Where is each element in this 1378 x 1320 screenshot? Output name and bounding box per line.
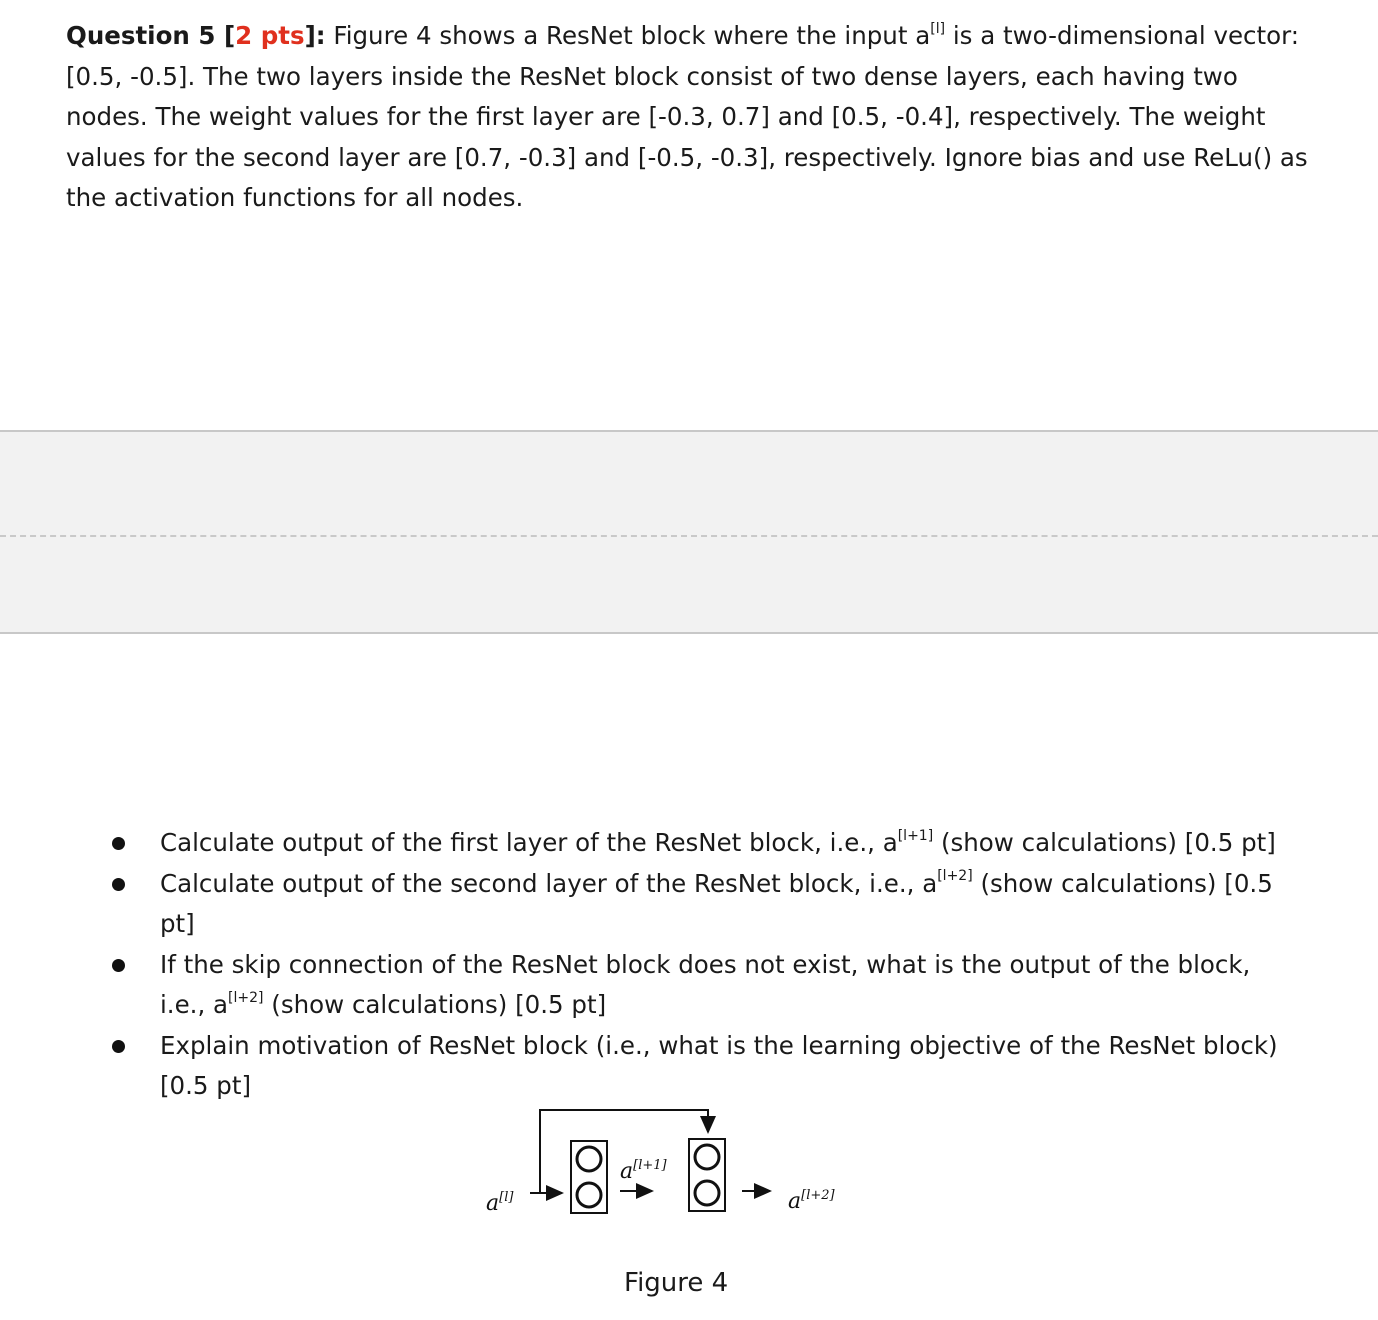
task-item: Explain motivation of ResNet block (i.e., what is the learning objective of the ResNet block) [0.5 pt] [0, 1026, 1300, 1107]
task-item: If the skip connection of the ResNet block does not exist, what is the output of the block, i.e., a[l+2] (show calculations) [0.5 pt] [0, 945, 1300, 1026]
bullet-icon [112, 959, 125, 972]
question-label: Question 5 [2 pts]: [66, 21, 326, 50]
output-label: a[l+2] [788, 1188, 835, 1214]
bullet-icon [112, 1040, 125, 1053]
layer2-node-2 [695, 1181, 719, 1205]
input-label: a[l] [486, 1190, 514, 1216]
bullet-icon [112, 837, 125, 850]
bullet-icon [112, 878, 125, 891]
resnet-block-diagram [470, 1100, 870, 1230]
points-badge: 2 pts [235, 21, 305, 50]
layer1-node-2 [577, 1183, 601, 1207]
layer1-node-1 [577, 1147, 601, 1171]
answer-divider [0, 535, 1378, 537]
answer-area[interactable] [0, 430, 1378, 634]
layer1-box [571, 1141, 607, 1213]
mid-label: a[l+1] [620, 1158, 667, 1184]
task-item: Calculate output of the second layer of the ResNet block, i.e., a[l+2] (show calculations) [0.5 pt] [0, 864, 1300, 945]
layer2-node-1 [695, 1145, 719, 1169]
figure-caption: Figure 4 [624, 1268, 729, 1298]
task-item: Calculate output of the first layer of the ResNet block, i.e., a[l+1] (show calculations) [0.5 pt] [0, 823, 1300, 864]
task-list [0, 823, 1300, 1107]
question-text: Question 5 [2 pts]: Figure 4 shows a ResNet block where the input a[l] is a two-dimensional vector: [0.5, -0.5]. The two layers inside the ResNet block consist of two dense layers, each having two nodes. The weight values for the first layer are [-0.3, 0.7] and [0.5, -0.4], respectively. The weight values for the second layer are [0.7, -0.3] and [-0.5, -0.3], respectively. Ignore bias and use ReLu() as the activation functions for all nodes. [66, 20, 1308, 212]
layer2-box [689, 1139, 725, 1211]
